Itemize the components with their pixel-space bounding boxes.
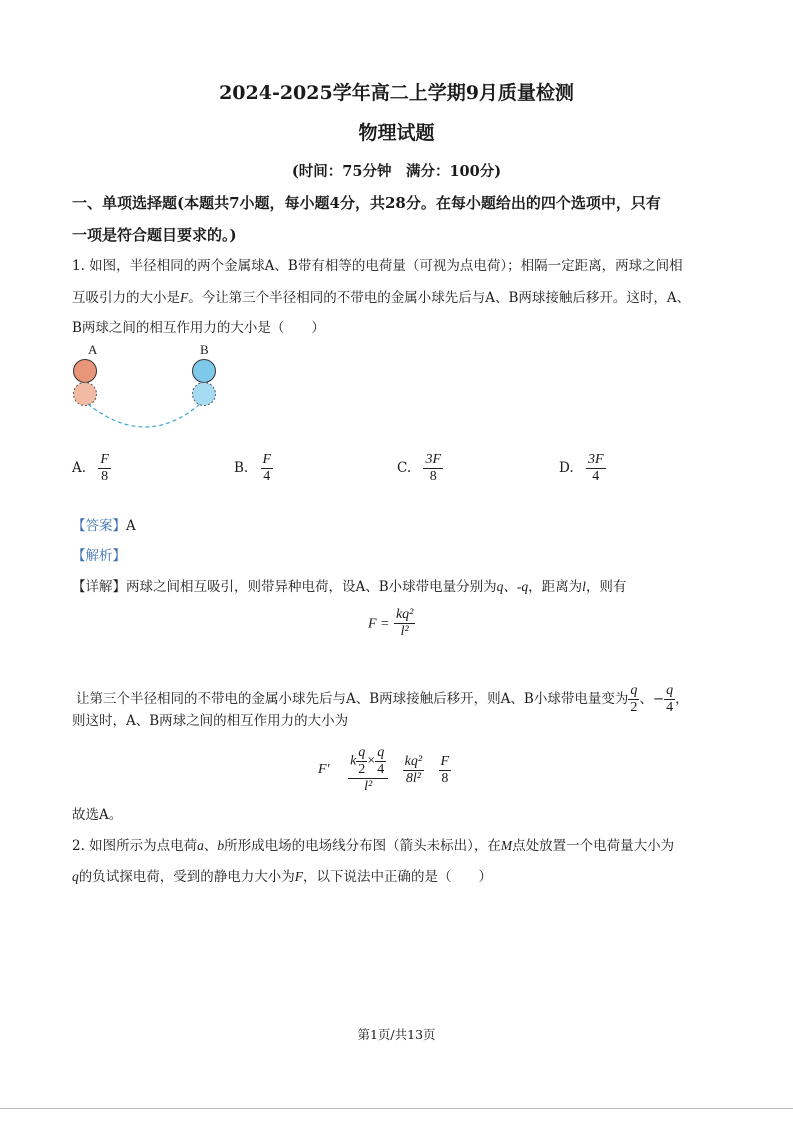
answer-tag: 【答案】 — [72, 518, 126, 534]
after-line1: 让第三个半径相同的不带电的金属小球先后与A、B两球接触后移开，则A、B小球带电量变为 $\frac{q}{2}$ 、− $\frac{q}{4}$ ， — [76, 683, 689, 715]
option-a[interactable]: A. $\frac{F}{8}$ — [72, 452, 109, 484]
sphere-a — [74, 360, 97, 383]
equation-2: F′ k $\frac{q}{2}$ × $\frac{q}{4}$ l² $\frac{\text{kq²}}{\text{8l²}}$ $\frac{F}{8}$ — [318, 745, 450, 794]
conclusion: 故选A。 — [72, 807, 123, 823]
exam-title: 2024-2025学年高二上学期9月质量检测 — [219, 82, 574, 104]
q1-text-line3: B两球之间的相互作用力的大小是（ ） — [72, 320, 325, 336]
sphere-b — [193, 360, 216, 383]
analysis-line — [72, 546, 126, 566]
sphere-b-label: B — [200, 342, 209, 357]
after-line2: 则这时，A、B两球之间的相互作用力的大小为 — [72, 713, 349, 729]
answer-line — [72, 516, 136, 536]
page-bottom-divider — [0, 1108, 793, 1109]
detail-line: 【详解】两球之间相互吸引，则带异种电荷，设A、B小球带电量分别为q、-q，距离为l，则有 — [72, 579, 627, 595]
section-heading-line2: 一项是符合题目要求的。) — [72, 226, 237, 244]
equation-1: F = $\frac{\text{kq²}}{\text{l²}}$ — [368, 607, 414, 639]
time-info: (时间：75分钟 满分：100分) — [291, 163, 502, 180]
q2-text-line1: 2. 如图所示为点电荷a、b所形成电场的电场线分布图（箭头未标出），在M点处放置一个电荷量大小为 — [72, 838, 675, 854]
sphere-a-ghost — [74, 383, 97, 406]
q2-text-line2: q的负试探电荷，受到的静电力大小为F，以下说法中正确的是（ ） — [72, 869, 492, 885]
q1-text-line2: 互吸引力的大小是F。今让第三个半径相同的不带电的金属小球先后与A、B两球接触后移开。这时，A、 — [72, 290, 691, 306]
dashed-path — [88, 404, 200, 427]
subject-title: 物理试题 — [358, 122, 435, 144]
page-footer: 第1页/共13页 — [357, 1027, 436, 1042]
sphere-b-ghost — [193, 383, 216, 406]
q1-figure — [68, 340, 228, 440]
option-c[interactable]: C. $\frac{3F}{8}$ — [397, 452, 441, 484]
option-b[interactable]: B. $\frac{F}{4}$ — [234, 452, 272, 484]
q1-text-line1: 1. 如图，半径相同的两个金属球A、B带有相等的电荷量（可视为点电荷）；相隔一定距离，两球之间相 — [72, 258, 683, 274]
option-d[interactable]: D. $\frac{3F}{4}$ — [559, 452, 604, 484]
section-heading-line1: 一、单项选择题(本题共7小题，每小题4分，共28分。在每小题给出的四个选项中，只有 — [72, 194, 661, 212]
answer-value: A — [126, 518, 136, 534]
detail-tag: 【详解】 — [72, 579, 126, 595]
analysis-tag: 【解析】 — [72, 548, 126, 564]
sphere-a-label: A — [88, 342, 98, 357]
